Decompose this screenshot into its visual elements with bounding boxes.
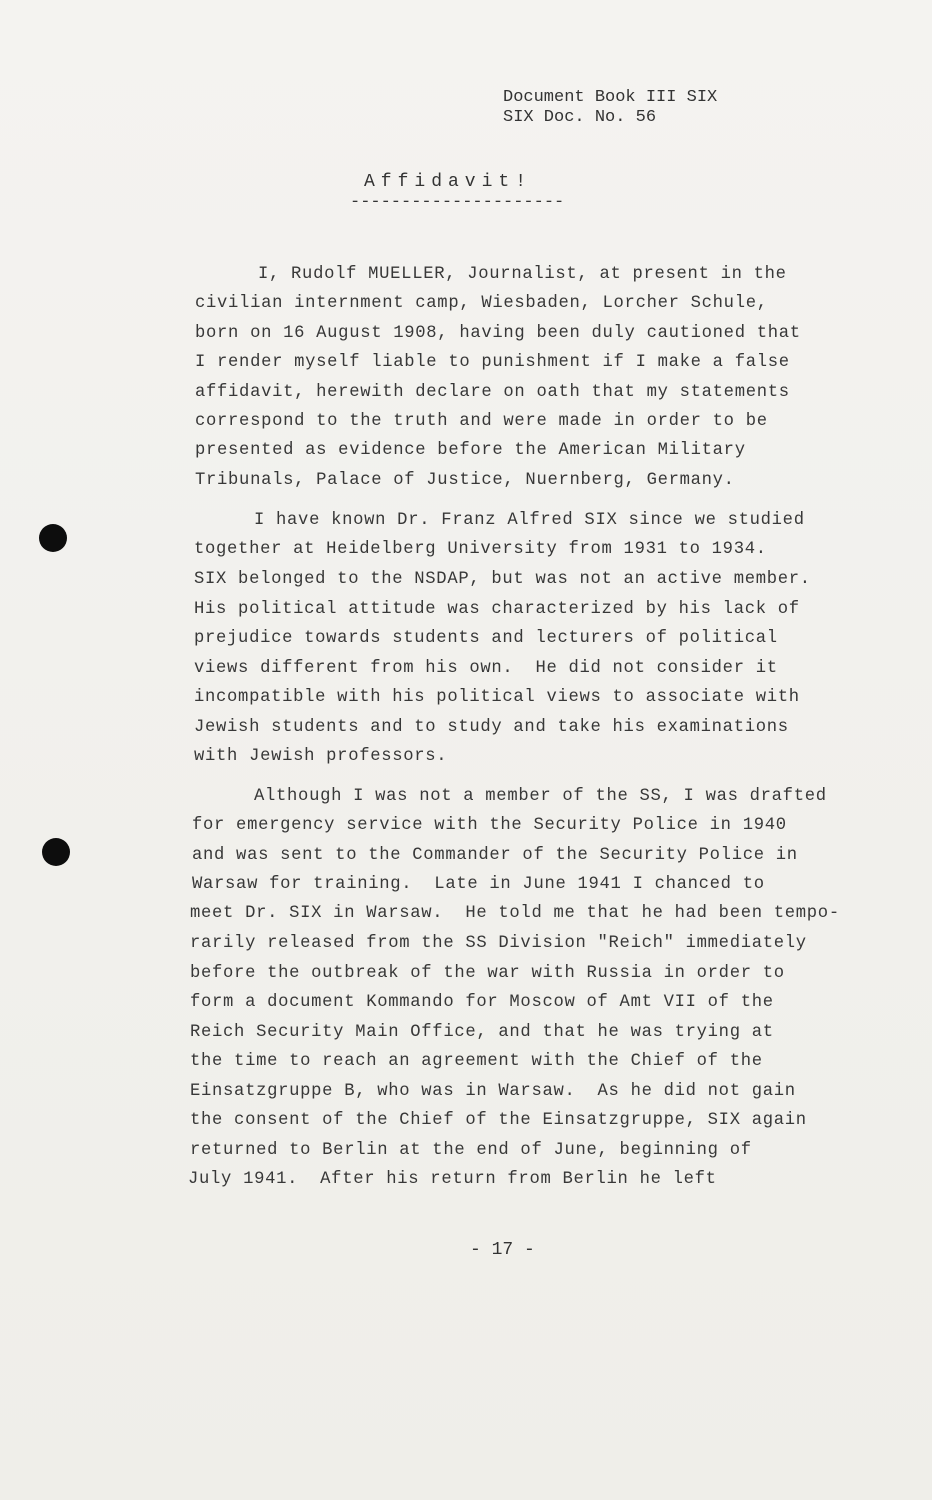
text-line: Reich Security Main Office, and that he was trying at — [190, 1023, 774, 1042]
text-line: form a document Kommando for Moscow of Amt VII of the — [190, 993, 774, 1012]
text-line: presented as evidence before the American Military — [195, 441, 746, 460]
text-line: Einsatzgruppe B, who was in Warsaw. As he did not gain — [190, 1082, 796, 1101]
text-line: before the outbreak of the war with Russia in order to — [190, 964, 785, 983]
text-line: correspond to the truth and were made in order to be — [195, 412, 768, 431]
text-line: meet Dr. SIX in Warsaw. He told me that he had been tempo- — [190, 904, 840, 923]
text-line: Although I was not a member of the SS, I was drafted — [254, 787, 827, 806]
text-line: returned to Berlin at the end of June, beginning of — [190, 1141, 752, 1160]
text-line: affidavit, herewith declare on oath that my statements — [195, 383, 790, 402]
text-line: civilian internment camp, Wiesbaden, Lorcher Schule, — [195, 294, 768, 313]
text-line: I, Rudolf MUELLER, Journalist, at present in the — [258, 265, 787, 284]
document-reference — [503, 88, 717, 128]
doc-number-line: SIX Doc. No. 56 — [503, 108, 657, 127]
text-line: Jewish students and to study and take his examinations — [194, 718, 789, 737]
text-line: born on 16 August 1908, having been duly cautioned that — [195, 324, 801, 343]
page-number: - 17 - — [470, 1240, 535, 1260]
text-line: views different from his own. He did not consider it — [194, 659, 778, 678]
doc-book-line: Document Book III SIX — [503, 88, 718, 107]
text-line: incompatible with his political views to associate with — [194, 688, 800, 707]
text-line: I have known Dr. Franz Alfred SIX since we studied — [254, 511, 805, 530]
punch-hole — [42, 838, 70, 866]
text-line: July 1941. After his return from Berlin he left — [188, 1170, 717, 1189]
text-line: SIX belonged to the NSDAP, but was not an active member. — [194, 570, 811, 589]
text-line: His political attitude was characterized by his lack of — [194, 600, 800, 619]
text-line: I render myself liable to punishment if I make a false — [195, 353, 790, 372]
text-line: the consent of the Chief of the Einsatzgruppe, SIX again — [190, 1111, 807, 1130]
text-line: together at Heidelberg University from 1931 to 1934. — [194, 540, 767, 559]
text-line: prejudice towards students and lecturers of political — [194, 629, 778, 648]
punch-hole — [39, 524, 67, 552]
text-line: and was sent to the Commander of the Security Police in — [192, 846, 798, 865]
text-line: the time to reach an agreement with the Chief of the — [190, 1052, 763, 1071]
text-line: Tribunals, Palace of Justice, Nuernberg, Germany. — [195, 471, 735, 490]
text-line: with Jewish professors. — [194, 747, 448, 766]
title-text: Affidavit! — [364, 172, 533, 192]
title-underline: --------------------- — [350, 193, 565, 212]
text-line: Warsaw for training. Late in June 1941 I chanced to — [192, 875, 765, 894]
text-line: rarily released from the SS Division "Reich" immediately — [190, 934, 807, 953]
text-line: for emergency service with the Security Police in 1940 — [192, 816, 787, 835]
document-title — [364, 172, 532, 192]
